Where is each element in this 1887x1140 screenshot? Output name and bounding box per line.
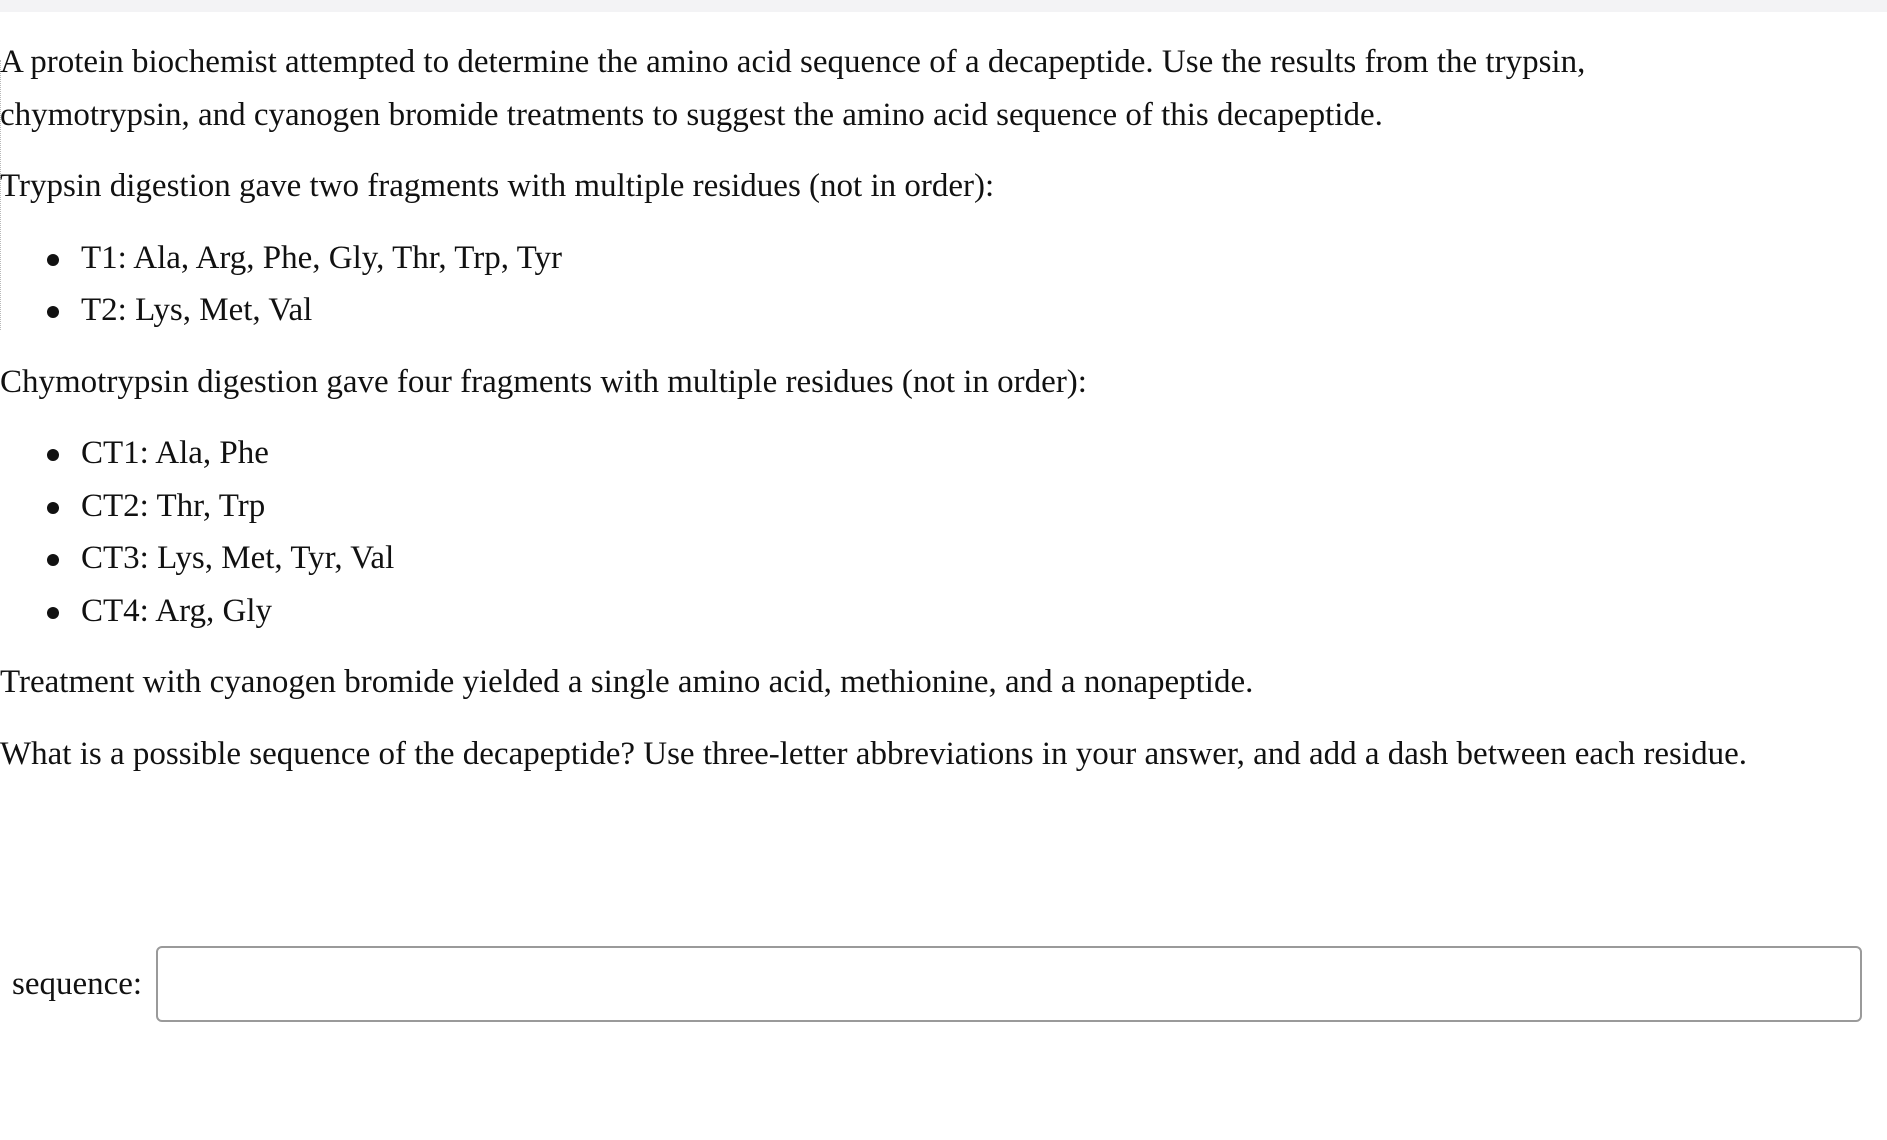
sequence-input[interactable]	[156, 946, 1862, 1022]
chymotrypsin-fragment-ct1: CT1: Ala, Phe	[81, 427, 1780, 480]
trypsin-heading: Trypsin digestion gave two fragments with multiple residues (not in order):	[0, 168, 995, 204]
trypsin-fragment-t1: T1: Ala, Arg, Phe, Gly, Thr, Trp, Tyr	[81, 232, 1780, 285]
chymotrypsin-fragment-list	[0, 427, 1780, 637]
chymotrypsin-fragment-ct4: CT4: Arg, Gly	[81, 585, 1780, 638]
answer-row	[12, 946, 1876, 1022]
chymotrypsin-fragment-ct3: CT3: Lys, Met, Tyr, Val	[81, 532, 1780, 585]
trypsin-fragment-list	[0, 232, 1780, 337]
question-prompt: What is a possible sequence of the decapeptide? Use three-letter abbreviations in your answer, and add a dash between each residue.	[0, 735, 1747, 772]
question-page	[0, 12, 1887, 1140]
question-body	[0, 36, 1780, 799]
intro-paragraph: A protein biochemist attempted to determine the amino acid sequence of a decapeptide. Use the results from the trypsin, chymotrypsin, and cyanogen bromide treatments to suggest the amino acid sequence of this decapeptide.	[0, 44, 1586, 133]
chymotrypsin-fragment-ct2: CT2: Thr, Trp	[81, 480, 1780, 533]
top-strip	[0, 0, 1887, 12]
cyanogen-bromide-paragraph: Treatment with cyanogen bromide yielded a single amino acid, methionine, and a nonapeptide.	[0, 664, 1254, 700]
chymotrypsin-heading: Chymotrypsin digestion gave four fragments with multiple residues (not in order):	[0, 363, 1087, 400]
trypsin-fragment-t2: T2: Lys, Met, Val	[81, 284, 1780, 337]
sequence-label: sequence:	[12, 966, 143, 1002]
